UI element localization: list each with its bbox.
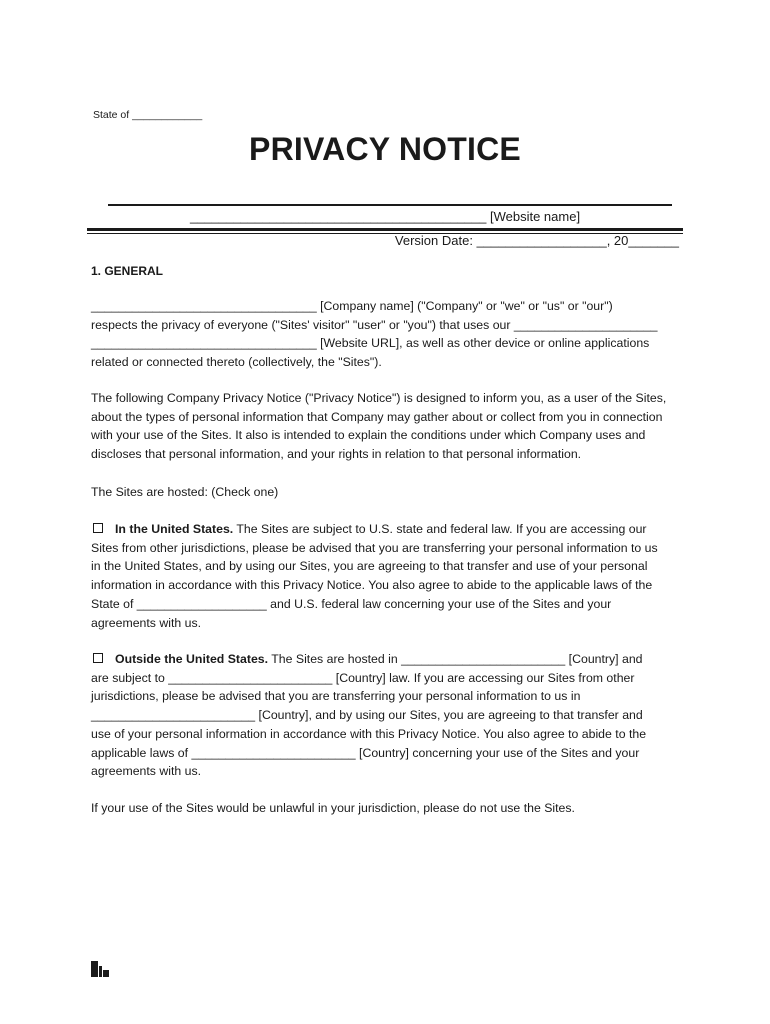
state-of-line: State of ____________ — [93, 109, 203, 121]
paragraph-line: agreements with us. — [91, 615, 202, 630]
paragraph-line: ________________________ [Country], and by using our Sites, you are agreeing to that transfer and — [91, 708, 643, 723]
option-outside-united-states — [91, 650, 681, 781]
checkbox-outside-united-states[interactable] — [93, 653, 103, 663]
paragraph-line: jurisdictions, please be advised that you are transferring your personal information to us in — [91, 689, 581, 704]
paragraph-line: applicable laws of ________________________ [Country] concerning your use of the Sites and your — [91, 745, 640, 760]
paragraph-company-intro — [91, 297, 681, 372]
paragraph-line: agreements with us. — [91, 764, 202, 779]
paragraph-line — [91, 650, 681, 669]
option-label-outside: Outside the United States. — [115, 652, 269, 666]
paragraph-line: The Sites are hosted: (Check one) — [91, 485, 279, 499]
paragraph-line: Sites from other jurisdictions, please be advised that you are transferring your personal information to us — [91, 540, 658, 555]
header-divider-thick — [87, 228, 683, 231]
paragraph-line: about the types of personal information that Company may gather about or collect from you in connection — [91, 409, 663, 424]
paragraph-line: related or connected thereto (collectively, the "Sites"). — [91, 355, 382, 370]
website-name-line: _________________________________________ [Website name] — [189, 209, 581, 224]
paragraph-line: The following Company Privacy Notice ("Privacy Notice") is designed to inform you, as a user of the Sites, — [91, 391, 667, 405]
paragraph-line: in the United States, and by using our Sites, you are agreeing to that transfer and use of your personal — [91, 559, 648, 574]
paragraph-line: _________________________________ [Website URL], as well as other device or online applications — [91, 336, 650, 351]
company-name-blank-line — [108, 204, 672, 206]
checkbox-united-states[interactable] — [93, 523, 103, 533]
paragraph-hosting-prompt — [91, 483, 681, 502]
paragraph-line: are subject to ________________________ [Country] law. If you are accessing our Sites from other — [91, 670, 635, 685]
option-text: The Sites are hosted in ________________________ [Country] and — [268, 652, 643, 666]
paragraph-line: State of ___________________ and U.S. federal law concerning your use of the Sites and your — [91, 596, 612, 611]
section-heading-general: 1. GENERAL — [91, 264, 164, 278]
paragraph-line: If your use of the Sites would be unlawful in your jurisdiction, please do not use the Sites. — [91, 801, 575, 815]
paragraph-line — [91, 520, 681, 539]
paragraph-line: respects the privacy of everyone ("Sites' visitor" "user" or "you") that uses our _____________________ — [91, 317, 658, 332]
document-logo-icon — [91, 961, 109, 977]
option-label-united-states: In the United States. — [115, 522, 234, 536]
version-date-line: Version Date: __________________, 20_______ — [394, 233, 679, 248]
paragraph-unlawful-use — [91, 799, 681, 818]
paragraph-line: use of your personal information in accordance with this Privacy Notice. You also agree to abide to the — [91, 726, 647, 741]
paragraph-purpose — [91, 389, 681, 464]
paragraph-line: discloses that personal information, and your rights in relation to that personal information. — [91, 447, 582, 462]
paragraph-line: _________________________________ [Company name] ("Company" or "we" or "us" or "our") — [91, 299, 613, 313]
paragraph-line: information in accordance with this Privacy Notice. You also agree to abide to the applicable laws of the — [91, 578, 653, 593]
option-text: The Sites are subject to U.S. state and federal law. If you are accessing our — [233, 522, 647, 536]
page-title: PRIVACY NOTICE — [249, 131, 521, 167]
paragraph-line: with your use of the Sites. It also is intended to explain the conditions under which Company uses and — [91, 428, 646, 443]
option-united-states — [91, 520, 681, 632]
